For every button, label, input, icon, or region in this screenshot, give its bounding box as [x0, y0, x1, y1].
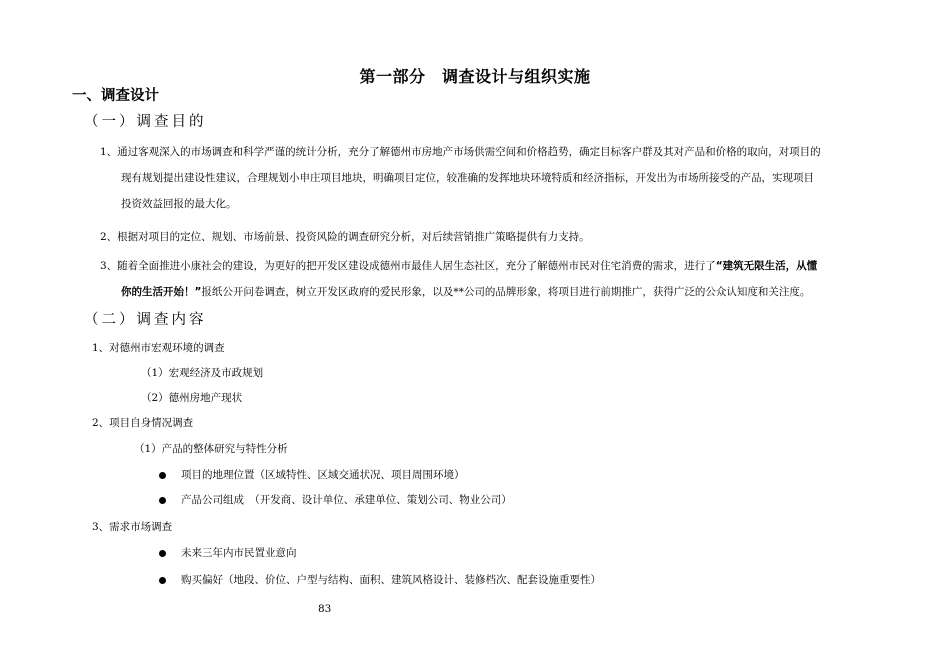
paragraph-line: 现有规划提出建设性建议，合理规划小申庄项目地块，明确项目定位，较准确的发挥地块环境特质和经济指标，开发出为市场所接受的产品，实现项目 [121, 172, 814, 184]
paragraph-line [100, 253, 817, 279]
bullet-icon [159, 550, 166, 557]
subsection-heading-survey-content: （二）调查内容 [84, 312, 207, 328]
paragraph-text: 3、随着全面推进小康社会的建设，为更好的把开发区建设成德州市最佳人居生态社区，充分了解德州市民对住宅消费的需求，进行了 [100, 260, 716, 272]
paragraph-line: 2、根据对项目的定位、规划、市场前景、投资风险的调查研究分析，对后续营销推广策略提供有力支持。 [100, 231, 590, 243]
list-item: 2、项目自身情况调查 [92, 417, 194, 429]
paragraph-line: 1、通过客观深入的市场调查和科学严谨的统计分析，充分了解德州市房地产市场供需空间和价格趋势，确定目标客户群及其对产品和价格的取向，对项目的 [100, 146, 821, 158]
bullet-icon [159, 497, 166, 504]
subsection-heading-survey-purpose: （一）调查目的 [84, 114, 207, 130]
bullet-item: 产品公司组成 （开发商、设计单位、承建单位、策划公司、物业公司） [181, 494, 512, 506]
bullet-icon [159, 577, 166, 584]
bullet-icon [159, 472, 166, 479]
paragraph-line: 投资效益回报的最大化。 [121, 198, 237, 210]
list-item: 3、需求市场调查 [92, 521, 173, 533]
bullet-item: 购买偏好（地段、价位、户型与结构、面积、建筑风格设计、装修档次、配套设施重要性） [181, 574, 601, 586]
paragraph-line [121, 279, 810, 305]
bullet-item: 项目的地理位置（区域特性、区域交通状况、项目周围环境） [181, 469, 465, 481]
list-item: （1）产品的整体研究与特性分析 [134, 443, 288, 455]
section-heading-survey-design: 一、调查设计 [72, 88, 159, 104]
paragraph-text: 报纸公开问卷调查，树立开发区政府的爱民形象，以及**公司的品牌形象，将项目进行前期推广，获得广泛的公众认知度和关注度。 [201, 286, 811, 298]
list-item: （2）德州房地产现状 [141, 392, 243, 404]
list-item: （1）宏观经济及市政规划 [141, 367, 264, 379]
list-item: 1、对德州市宏观环境的调查 [92, 342, 225, 354]
campaign-slogan-part-1: “建筑无限生活，从懂 [715, 260, 818, 272]
page-title: 第一部分 调查设计与组织实施 [359, 67, 591, 86]
bullet-item: 未来三年内市民置业意向 [181, 547, 297, 559]
page-number: 83 [318, 603, 332, 615]
campaign-slogan-part-2: 你的生活开始！” [121, 286, 202, 298]
